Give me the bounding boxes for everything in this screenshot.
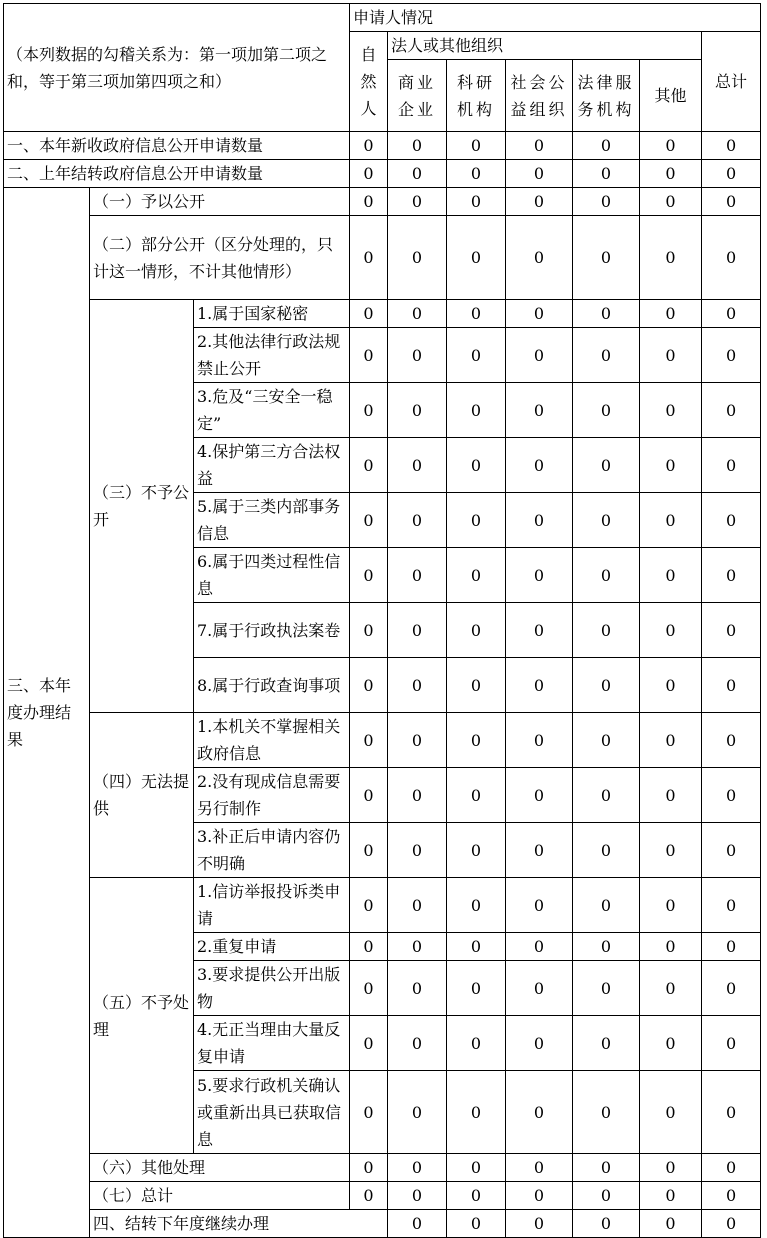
row-label-deny-item: 8.属于行政查询事项	[194, 658, 350, 713]
value-cell-total: 0	[702, 1016, 761, 1071]
row-label-section3: 三、本年度办理结果	[4, 188, 90, 1238]
row-label-carried-over: 二、上年结转政府信息公开申请数量	[4, 160, 350, 188]
header-natural-person: 自然人	[350, 32, 388, 132]
value-cell-legal-service: 0	[573, 328, 640, 383]
value-cell-social: 0	[506, 383, 573, 438]
value-cell-research: 0	[447, 603, 506, 658]
value-cell-total: 0	[702, 160, 761, 188]
value-cell-social: 0	[506, 1154, 573, 1182]
value-cell-commercial: 0	[388, 160, 447, 188]
value-cell-other: 0	[640, 493, 702, 548]
value-cell-other: 0	[640, 383, 702, 438]
row-deny-item	[4, 300, 761, 328]
value-cell-legal-service: 0	[573, 823, 640, 878]
value-cell-other: 0	[640, 132, 702, 160]
value-cell-commercial: 0	[388, 328, 447, 383]
row-label-cannot-item: 2.没有现成信息需要另行制作	[194, 768, 350, 823]
value-cell-total: 0	[702, 1071, 761, 1154]
value-cell-other: 0	[640, 216, 702, 300]
value-cell-legal-service: 0	[573, 493, 640, 548]
value-cell-natural-person: 0	[350, 823, 388, 878]
value-cell-natural-person: 0	[350, 438, 388, 493]
value-cell-social: 0	[506, 658, 573, 713]
row-partial	[4, 216, 761, 300]
value-cell-other: 0	[640, 713, 702, 768]
value-cell-legal-service: 0	[573, 548, 640, 603]
value-cell-other: 0	[640, 878, 702, 933]
value-cell-research: 0	[447, 658, 506, 713]
value-cell-total: 0	[702, 493, 761, 548]
row-carry-forward	[4, 1210, 761, 1238]
value-cell-research: 0	[447, 1071, 506, 1154]
row-label-deny-item: 1.属于国家秘密	[194, 300, 350, 328]
value-cell-legal-service: 0	[573, 961, 640, 1016]
row-label-deny-item: 5.属于三类内部事务信息	[194, 493, 350, 548]
value-cell-social: 0	[506, 768, 573, 823]
value-cell-social: 0	[506, 188, 573, 216]
value-cell-legal-service: 0	[573, 132, 640, 160]
row-label-deny: （三）不予公开	[90, 300, 194, 713]
value-cell-total: 0	[702, 713, 761, 768]
row-label-deny-item: 7.属于行政执法案卷	[194, 603, 350, 658]
value-cell-social: 0	[506, 548, 573, 603]
value-cell-legal-service: 0	[573, 658, 640, 713]
value-cell-total: 0	[702, 132, 761, 160]
value-cell-social: 0	[506, 1071, 573, 1154]
value-cell-natural-person: 0	[350, 300, 388, 328]
value-cell-total: 0	[702, 961, 761, 1016]
value-cell-research: 0	[447, 1182, 506, 1210]
value-cell-total: 0	[702, 603, 761, 658]
value-cell-legal-service: 0	[573, 438, 640, 493]
value-cell-legal-service: 0	[573, 933, 640, 961]
row-label-deny-item: 3.危及“三安全一稳定”	[194, 383, 350, 438]
value-cell-total: 0	[702, 1154, 761, 1182]
value-cell-other: 0	[640, 1016, 702, 1071]
value-cell-commercial: 0	[388, 300, 447, 328]
value-cell-research: 0	[447, 383, 506, 438]
value-cell-natural-person: 0	[350, 878, 388, 933]
header-social: 社会公益组织	[506, 60, 573, 132]
value-cell-other: 0	[640, 768, 702, 823]
value-cell-other: 0	[640, 933, 702, 961]
row-label-carry-forward: 四、结转下年度继续办理	[90, 1210, 388, 1238]
value-cell-natural-person: 0	[350, 188, 388, 216]
value-cell-legal-service: 0	[573, 216, 640, 300]
value-cell-natural-person: 0	[350, 160, 388, 188]
value-cell-legal-service: 0	[573, 1016, 640, 1071]
value-cell-research: 0	[447, 1016, 506, 1071]
row-label-noprocess-item: 3.要求提供公开出版物	[194, 961, 350, 1016]
value-cell-research: 0	[447, 300, 506, 328]
row-carried-over	[4, 160, 761, 188]
header-row-1	[4, 4, 761, 32]
value-cell-commercial: 0	[388, 961, 447, 1016]
value-cell-social: 0	[506, 493, 573, 548]
value-cell-natural-person: 0	[350, 1182, 388, 1210]
value-cell-other: 0	[640, 300, 702, 328]
value-cell-commercial: 0	[388, 383, 447, 438]
row-label-cannot-item: 3.补正后申请内容仍不明确	[194, 823, 350, 878]
value-cell-other: 0	[640, 823, 702, 878]
value-cell-natural-person: 0	[350, 216, 388, 300]
value-cell-social: 0	[506, 713, 573, 768]
value-cell-other: 0	[702, 1210, 761, 1238]
header-total: 总计	[702, 32, 761, 132]
value-cell-commercial: 0	[388, 878, 447, 933]
row-label-cannot: （四）无法提供	[90, 713, 194, 878]
row-label-noprocess: （五）不予处理	[90, 878, 194, 1154]
row-label-partial: （二）部分公开（区分处理的，只计这一情形，不计其他情形）	[90, 216, 350, 300]
value-cell-research: 0	[447, 188, 506, 216]
row-cannot-item	[4, 713, 761, 768]
value-cell-total: 0	[702, 188, 761, 216]
value-cell-total: 0	[702, 823, 761, 878]
value-cell-natural-person: 0	[350, 768, 388, 823]
value-cell-research: 0	[447, 1154, 506, 1182]
row-subtotal	[4, 1182, 761, 1210]
disclosure-statistics-table	[3, 3, 761, 1238]
row-noprocess-item	[4, 878, 761, 933]
value-cell-legal-service: 0	[573, 1182, 640, 1210]
value-cell-natural-person: 0	[350, 961, 388, 1016]
value-cell-legal-service: 0	[573, 188, 640, 216]
row-grant	[4, 188, 761, 216]
header-commercial: 商业企业	[388, 60, 447, 132]
value-cell-natural-person: 0	[350, 493, 388, 548]
value-cell-research: 0	[447, 216, 506, 300]
value-cell-natural-person: 0	[350, 713, 388, 768]
value-cell-legal-service: 0	[573, 160, 640, 188]
row-label-deny-item: 6.属于四类过程性信息	[194, 548, 350, 603]
value-cell-social: 0	[506, 823, 573, 878]
value-cell-research: 0	[447, 961, 506, 1016]
value-cell-commercial: 0	[388, 603, 447, 658]
value-cell-natural-person: 0	[350, 1154, 388, 1182]
row-label-cannot-item: 1.本机关不掌握相关政府信息	[194, 713, 350, 768]
value-cell-commercial: 0	[388, 548, 447, 603]
row-label-deny-item: 2.其他法律行政法规禁止公开	[194, 328, 350, 383]
row-label-noprocess-item: 1.信访举报投诉类申请	[194, 878, 350, 933]
value-cell-social: 0	[506, 878, 573, 933]
value-cell-legal-service: 0	[573, 768, 640, 823]
value-cell-research: 0	[447, 438, 506, 493]
value-cell-legal-service: 0	[573, 878, 640, 933]
row-label-noprocess-item: 5.要求行政机关确认或重新出具已获取信息	[194, 1071, 350, 1154]
value-cell-research: 0	[447, 160, 506, 188]
value-cell-natural-person: 0	[350, 383, 388, 438]
value-cell-natural-person: 0	[388, 1210, 447, 1238]
value-cell-other: 0	[640, 188, 702, 216]
value-cell-total: 0	[702, 328, 761, 383]
value-cell-other: 0	[640, 1182, 702, 1210]
value-cell-total: 0	[702, 300, 761, 328]
value-cell-commercial: 0	[388, 132, 447, 160]
value-cell-natural-person: 0	[350, 328, 388, 383]
value-cell-research: 0	[447, 768, 506, 823]
value-cell-total: 0	[702, 1182, 761, 1210]
value-cell-commercial: 0	[388, 1154, 447, 1182]
value-cell-other: 0	[640, 548, 702, 603]
value-cell-research: 0	[447, 713, 506, 768]
value-cell-legal-service: 0	[573, 383, 640, 438]
value-cell-research: 0	[447, 328, 506, 383]
value-cell-social: 0	[506, 132, 573, 160]
row-label-noprocess-item: 2.重复申请	[194, 933, 350, 961]
value-cell-legal-service: 0	[573, 300, 640, 328]
value-cell-other: 0	[640, 438, 702, 493]
row-label-grant: （一）予以公开	[90, 188, 350, 216]
value-cell-research: 0	[447, 132, 506, 160]
header-applicant-status: 申请人情况	[350, 4, 761, 32]
value-cell-social: 0	[506, 961, 573, 1016]
row-other-processing	[4, 1154, 761, 1182]
value-cell-natural-person: 0	[350, 548, 388, 603]
value-cell-legal-service: 0	[573, 1154, 640, 1182]
value-cell-other: 0	[640, 658, 702, 713]
value-cell-natural-person: 0	[350, 1071, 388, 1154]
value-cell-other: 0	[640, 160, 702, 188]
row-new-requests	[4, 132, 761, 160]
value-cell-commercial: 0	[388, 1016, 447, 1071]
header-research: 科研机构	[447, 60, 506, 132]
value-cell-research: 0	[506, 1210, 573, 1238]
value-cell-commercial: 0	[388, 713, 447, 768]
value-cell-natural-person: 0	[350, 658, 388, 713]
value-cell-other: 0	[640, 603, 702, 658]
value-cell-social: 0	[506, 1182, 573, 1210]
value-cell-social: 0	[506, 300, 573, 328]
header-note: （本列数据的勾稽关系为：第一项加第二项之和，等于第三项加第四项之和）	[4, 4, 350, 132]
value-cell-legal-service: 0	[640, 1210, 702, 1238]
value-cell-research: 0	[447, 933, 506, 961]
value-cell-commercial: 0	[388, 438, 447, 493]
value-cell-other: 0	[640, 1154, 702, 1182]
value-cell-total: 0	[702, 383, 761, 438]
value-cell-research: 0	[447, 548, 506, 603]
value-cell-social: 0	[506, 1016, 573, 1071]
value-cell-social: 0	[506, 438, 573, 493]
value-cell-natural-person: 0	[350, 132, 388, 160]
value-cell-commercial: 0	[388, 1071, 447, 1154]
value-cell-commercial: 0	[388, 823, 447, 878]
value-cell-commercial: 0	[388, 216, 447, 300]
value-cell-total: 0	[702, 438, 761, 493]
value-cell-research: 0	[447, 493, 506, 548]
value-cell-social: 0	[573, 1210, 640, 1238]
header-other: 其他	[640, 60, 702, 132]
value-cell-legal-service: 0	[573, 1071, 640, 1154]
row-label-noprocess-item: 4.无正当理由大量反复申请	[194, 1016, 350, 1071]
value-cell-social: 0	[506, 216, 573, 300]
row-label-other-processing: （六）其他处理	[90, 1154, 350, 1182]
value-cell-total: 0	[702, 768, 761, 823]
row-label-deny-item: 4.保护第三方合法权益	[194, 438, 350, 493]
value-cell-total: 0	[702, 658, 761, 713]
value-cell-research: 0	[447, 823, 506, 878]
value-cell-natural-person: 0	[350, 603, 388, 658]
value-cell-commercial: 0	[388, 658, 447, 713]
value-cell-commercial: 0	[388, 933, 447, 961]
value-cell-commercial: 0	[388, 493, 447, 548]
value-cell-total: 0	[702, 878, 761, 933]
value-cell-other: 0	[640, 328, 702, 383]
value-cell-commercial: 0	[447, 1210, 506, 1238]
value-cell-other: 0	[640, 1071, 702, 1154]
value-cell-total: 0	[702, 933, 761, 961]
value-cell-commercial: 0	[388, 768, 447, 823]
value-cell-social: 0	[506, 603, 573, 658]
value-cell-legal-service: 0	[573, 603, 640, 658]
value-cell-commercial: 0	[388, 1182, 447, 1210]
value-cell-other: 0	[640, 961, 702, 1016]
value-cell-commercial: 0	[388, 188, 447, 216]
value-cell-social: 0	[506, 328, 573, 383]
value-cell-total: 0	[702, 548, 761, 603]
header-legal-service: 法律服务机构	[573, 60, 640, 132]
value-cell-social: 0	[506, 933, 573, 961]
value-cell-total: 0	[702, 216, 761, 300]
value-cell-research: 0	[447, 878, 506, 933]
value-cell-legal-service: 0	[573, 713, 640, 768]
value-cell-natural-person: 0	[350, 1016, 388, 1071]
row-label-new-requests: 一、本年新收政府信息公开申请数量	[4, 132, 350, 160]
row-label-subtotal: （七）总计	[90, 1182, 350, 1210]
value-cell-natural-person: 0	[350, 933, 388, 961]
value-cell-social: 0	[506, 160, 573, 188]
header-legal-or-other-org: 法人或其他组织	[388, 32, 702, 60]
